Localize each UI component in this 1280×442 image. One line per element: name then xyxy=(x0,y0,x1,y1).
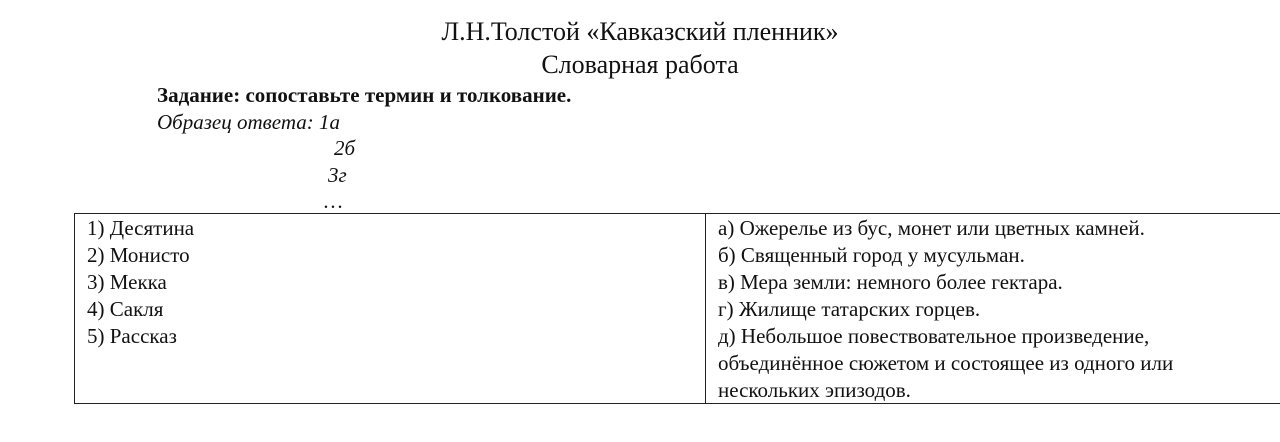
table-column-divider xyxy=(705,213,706,404)
definition-item: в) Мера земли: немного более гектара. xyxy=(718,270,1063,294)
term-item: 2) Монисто xyxy=(87,243,190,267)
document-title: Л.Н.Толстой «Кавказский пленник» xyxy=(441,17,839,46)
term-item: 4) Сакля xyxy=(87,297,164,321)
term-item: 1) Десятина xyxy=(87,216,195,240)
task-instruction: Задание: сопоставьте термин и толкование. xyxy=(157,83,572,107)
definition-item: г) Жилище татарских горцев. xyxy=(718,297,981,321)
term-item: 3) Мекка xyxy=(87,270,167,294)
sample-answer-line: 2б xyxy=(334,136,356,160)
definition-item: а) Ожерелье из бус, монет или цветных камней. xyxy=(718,216,1145,240)
term-item: 5) Рассказ xyxy=(87,324,177,348)
sample-answer-label: Образец ответа: 1а xyxy=(157,110,340,134)
sample-answer-line: 3г xyxy=(328,163,347,187)
sample-answer-line: … xyxy=(324,189,343,213)
definition-item: д) Небольшое повествовательное произведение, xyxy=(718,324,1150,348)
document-subtitle: Словарная работа xyxy=(541,50,739,79)
definition-item: б) Священный город у мусульман. xyxy=(718,243,1025,267)
definition-continuation: нескольких эпизодов. xyxy=(718,378,911,402)
terms-column xyxy=(87,215,194,350)
definitions-column xyxy=(718,215,1258,404)
definition-continuation: объединённое сюжетом и состоящее из одного или xyxy=(718,351,1174,375)
